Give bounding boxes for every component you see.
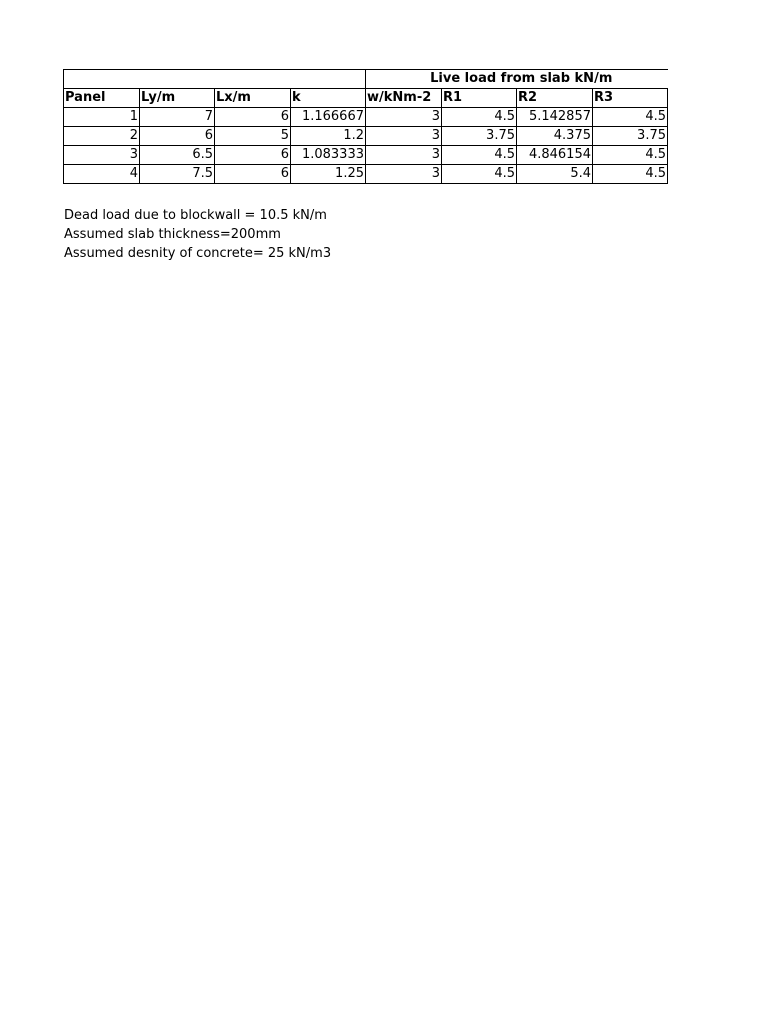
cell-lx: 6 [215,165,291,184]
header-k: k [291,89,366,108]
header-lx: Lx/m [215,89,291,108]
cell-k: 1.166667 [291,108,366,127]
cell-lx: 6 [215,108,291,127]
note-dead-load: Dead load due to blockwall = 10.5 kN/m [64,208,327,223]
table-row [64,165,668,184]
cell-ly: 7.5 [140,165,215,184]
blank-header-cell [64,70,366,89]
cell-w: 3 [366,127,442,146]
header-r1: R1 [442,89,517,108]
cell-ly: 6.5 [140,146,215,165]
header-panel: Panel [64,89,140,108]
table-row [64,127,668,146]
cell-r2: 4.846154 [517,146,593,165]
cell-r2: 5.142857 [517,108,593,127]
cell-r1: 4.5 [442,165,517,184]
cell-panel: 2 [64,127,140,146]
cell-w: 3 [366,165,442,184]
cell-r1: 4.5 [442,146,517,165]
cell-r3: 3.75 [593,127,668,146]
header-r3: R3 [593,89,668,108]
cell-r1: 3.75 [442,127,517,146]
cell-k: 1.25 [291,165,366,184]
cell-panel: 1 [64,108,140,127]
cell-w: 3 [366,146,442,165]
note-concrete-density: Assumed desnity of concrete= 25 kN/m3 [64,246,332,261]
cell-r2: 5.4 [517,165,593,184]
header-w: w/kNm-2 [366,89,442,108]
cell-panel: 3 [64,146,140,165]
live-load-group-title: Live load from slab kN/m [366,70,668,89]
cell-k: 1.2 [291,127,366,146]
header-ly: Ly/m [140,89,215,108]
cell-r3: 4.5 [593,146,668,165]
cell-k: 1.083333 [291,146,366,165]
note-slab-thickness: Assumed slab thickness=200mm [64,227,281,242]
cell-r1: 4.5 [442,108,517,127]
load-table [63,69,668,184]
cell-r2: 4.375 [517,127,593,146]
cell-w: 3 [366,108,442,127]
cell-ly: 6 [140,127,215,146]
cell-lx: 5 [215,127,291,146]
cell-r3: 4.5 [593,108,668,127]
header-r2: R2 [517,89,593,108]
group-header-row [64,70,668,89]
cell-r3: 4.5 [593,165,668,184]
notes-block [64,206,331,263]
cell-ly: 7 [140,108,215,127]
table-row [64,146,668,165]
cell-panel: 4 [64,165,140,184]
table-row [64,108,668,127]
cell-lx: 6 [215,146,291,165]
column-header-row [64,89,668,108]
